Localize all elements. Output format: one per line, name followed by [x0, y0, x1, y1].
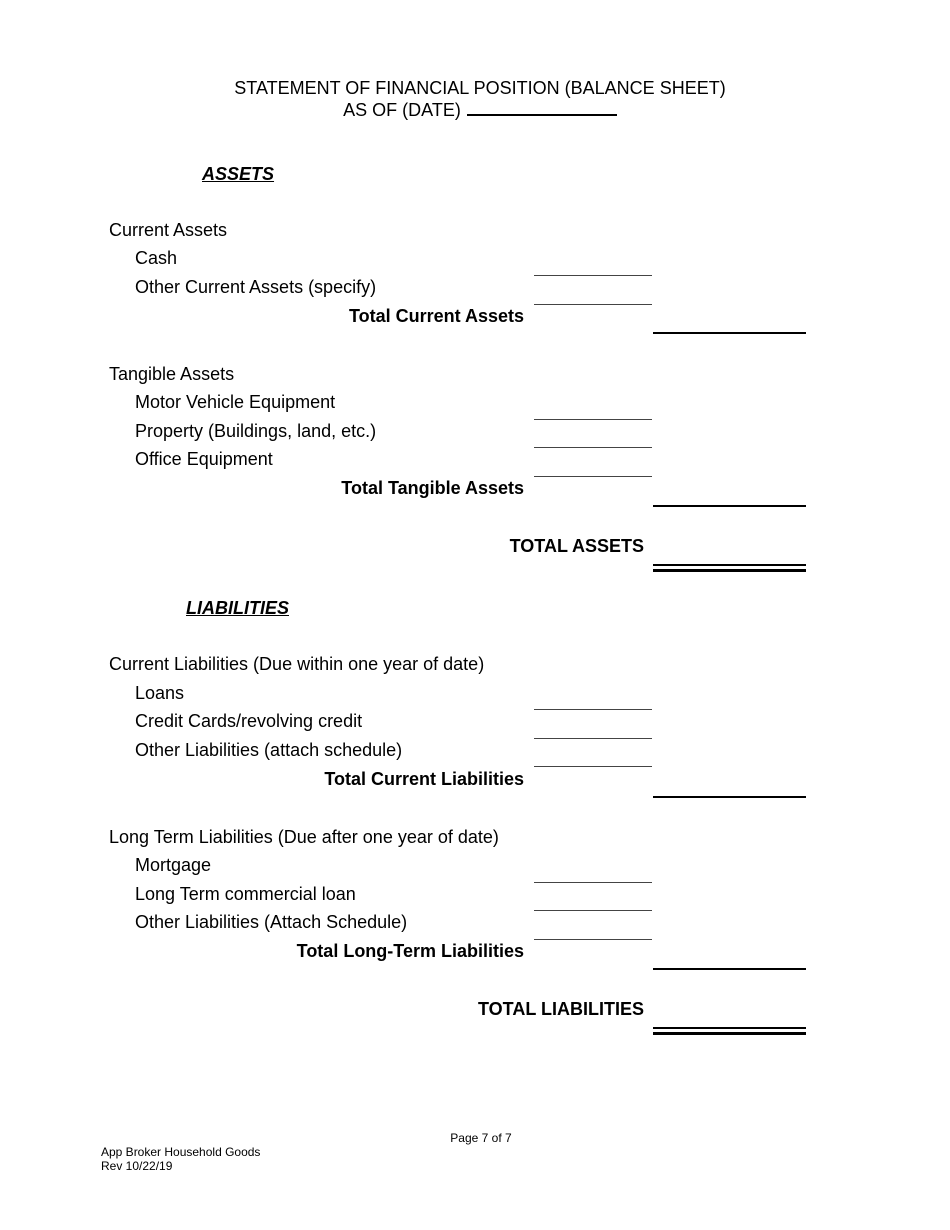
motor-vehicle-label: Motor Vehicle Equipment	[135, 392, 336, 412]
other-current-assets-label: Other Current Assets (specify)	[135, 277, 377, 297]
total-current-liabilities-blank[interactable]	[653, 796, 806, 798]
as-of-date-blank[interactable]	[467, 113, 617, 116]
property-blank[interactable]	[534, 447, 652, 448]
total-current-liabilities-label: Total Current Liabilities	[324, 769, 524, 789]
page-number: Page 7 of 7	[450, 1131, 512, 1145]
total-liabilities-blank[interactable]	[653, 1027, 806, 1035]
other-liabilities-current-label: Other Liabilities (attach schedule)	[135, 740, 403, 760]
other-current-assets-blank[interactable]	[534, 304, 652, 305]
current-liabilities-label: Current Liabilities (Due within one year of date)	[109, 654, 485, 674]
assets-heading: ASSETS	[202, 164, 275, 184]
tangible-assets-label: Tangible Assets	[109, 364, 235, 384]
as-of-date-line	[0, 100, 950, 121]
office-equipment-blank[interactable]	[534, 476, 652, 477]
total-long-term-liabilities-label: Total Long-Term Liabilities	[296, 941, 524, 961]
total-current-assets-label: Total Current Assets	[348, 306, 524, 326]
long-term-loan-blank[interactable]	[534, 910, 652, 911]
other-liabilities-long-term-label: Other Liabilities (Attach Schedule)	[135, 912, 408, 932]
cash-label: Cash	[135, 248, 178, 268]
loans-label: Loans	[135, 683, 185, 703]
revision-date: Rev 10/22/19	[101, 1159, 173, 1173]
as-of-date-label: AS OF (DATE)	[343, 100, 461, 120]
motor-vehicle-blank[interactable]	[534, 419, 652, 420]
credit-cards-label: Credit Cards/revolving credit	[135, 711, 363, 731]
total-assets-blank[interactable]	[653, 564, 806, 572]
long-term-loan-label: Long Term commercial loan	[135, 884, 356, 904]
form-name: App Broker Household Goods	[101, 1145, 261, 1159]
total-tangible-assets-label: Total Tangible Assets	[341, 478, 524, 498]
total-assets-label: TOTAL ASSETS	[509, 536, 644, 556]
other-liabilities-long-term-blank[interactable]	[534, 939, 652, 940]
total-long-term-liabilities-blank[interactable]	[653, 968, 806, 970]
loans-blank[interactable]	[534, 709, 652, 710]
total-liabilities-label: TOTAL LIABILITIES	[478, 999, 644, 1019]
credit-cards-blank[interactable]	[534, 738, 652, 739]
office-equipment-label: Office Equipment	[135, 449, 273, 469]
current-assets-label: Current Assets	[109, 220, 228, 240]
mortgage-label: Mortgage	[135, 855, 212, 875]
document-title: STATEMENT OF FINANCIAL POSITION (BALANCE SHEET)	[234, 78, 726, 98]
total-current-assets-blank[interactable]	[653, 332, 806, 334]
mortgage-blank[interactable]	[534, 882, 652, 883]
property-label: Property (Buildings, land, etc.)	[135, 421, 377, 441]
liabilities-heading: LIABILITIES	[186, 598, 289, 618]
total-tangible-assets-blank[interactable]	[653, 505, 806, 507]
cash-blank[interactable]	[534, 275, 652, 276]
other-liabilities-current-blank[interactable]	[534, 766, 652, 767]
long-term-liabilities-label: Long Term Liabilities (Due after one year of date)	[109, 827, 499, 847]
